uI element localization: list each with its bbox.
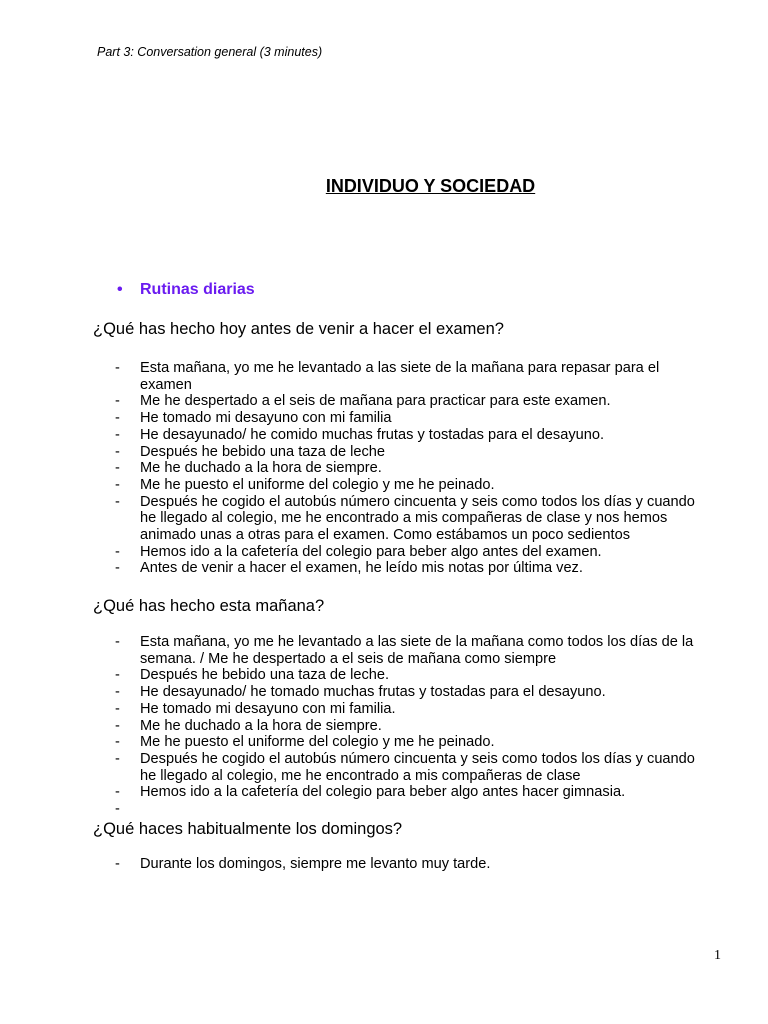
header-note: Part 3: Conversation general (3 minutes)	[97, 45, 323, 59]
dash-icon: -	[115, 667, 120, 684]
dash-icon: -	[115, 543, 120, 560]
section-heading	[117, 281, 255, 299]
list-item: - Después he bebido una taza de leche.	[115, 667, 390, 684]
list-item: - Me he duchado a la hora de siempre.	[115, 460, 382, 477]
dash-icon: -	[115, 801, 120, 818]
document-title: INDIVIDUO Y SOCIEDAD	[325, 176, 536, 196]
list-item: - Me he despertado a el seis de mañana para practicar para este examen.	[115, 393, 611, 410]
dash-icon: -	[115, 443, 120, 460]
list-item	[115, 801, 715, 818]
list-item: - He tomado mi desayuno con mi familia	[115, 410, 392, 427]
list-item: - Después he bebido una taza de leche	[115, 443, 386, 460]
list-item: - Durante los domingos, siempre me levanto muy tarde.	[115, 856, 491, 872]
dash-icon: -	[115, 784, 120, 801]
bullet-icon: •	[117, 281, 123, 298]
dash-icon: -	[115, 700, 120, 717]
dash-icon: -	[115, 360, 120, 376]
question-1: ¿Qué has hecho hoy antes de venir a hacer el examen?	[93, 320, 504, 338]
question-3: ¿Qué haces habitualmente los domingos?	[93, 820, 403, 838]
list-item: - Esta mañana, yo me he levantado a las siete de la mañana para repasar para el examen	[115, 360, 660, 393]
dash-icon: -	[115, 493, 120, 510]
page-number: 1	[714, 948, 721, 963]
list-item: - Después he cogido el autobús número cincuenta y seis como todos los días y cuando he llegado al colegio, me he encontrado a mis compañeras de clase	[115, 750, 695, 784]
dash-icon: -	[115, 560, 120, 577]
list-item: - Después he cogido el autobús número cincuenta y seis como todos los días y cuando he llegado al colegio, me he encontrado a mis compañeras de clase y nos hemos animado unas a otras para el examen. Como estábamos un poco sedientos	[115, 493, 695, 544]
dash-icon: -	[115, 460, 120, 477]
dash-icon: -	[115, 393, 120, 410]
answer-list-2	[115, 634, 715, 818]
answer-list-1	[115, 360, 715, 577]
list-item: - Me he duchado a la hora de siempre.	[115, 717, 382, 734]
dash-icon: -	[115, 750, 120, 767]
dash-icon: -	[115, 634, 120, 650]
list-item: - Me he puesto el uniforme del colegio y me he peinado.	[115, 734, 495, 751]
list-item: - He tomado mi desayuno con mi familia.	[115, 700, 396, 717]
dash-icon: -	[115, 426, 120, 443]
list-item: - Antes de venir a hacer el examen, he leído mis notas por última vez.	[115, 560, 583, 577]
list-item: - Hemos ido a la cafetería del colegio para beber algo antes hacer gimnasia.	[115, 784, 626, 801]
answer-list-3	[115, 856, 715, 873]
list-item: - He desayunado/ he comido muchas frutas y tostadas para el desayuno.	[115, 426, 605, 443]
list-item: - Esta mañana, yo me he levantado a las siete de la mañana como todos los días de la semana. / Me he despertado a el seis de mañana como siempre	[115, 634, 694, 667]
dash-icon: -	[115, 684, 120, 701]
dash-icon: -	[115, 410, 120, 427]
list-item: - He desayunado/ he tomado muchas frutas y tostadas para el desayuno.	[115, 684, 606, 701]
section-heading-label: Rutinas diarias	[140, 281, 255, 298]
dash-icon: -	[115, 734, 120, 751]
list-item: - Hemos ido a la cafetería del colegio para beber algo antes del examen.	[115, 543, 602, 560]
question-2: ¿Qué has hecho esta mañana?	[93, 597, 325, 615]
dash-icon: -	[115, 856, 120, 872]
list-item: - Me he puesto el uniforme del colegio y me he peinado.	[115, 476, 495, 493]
dash-icon: -	[115, 476, 120, 493]
dash-icon: -	[115, 717, 120, 734]
